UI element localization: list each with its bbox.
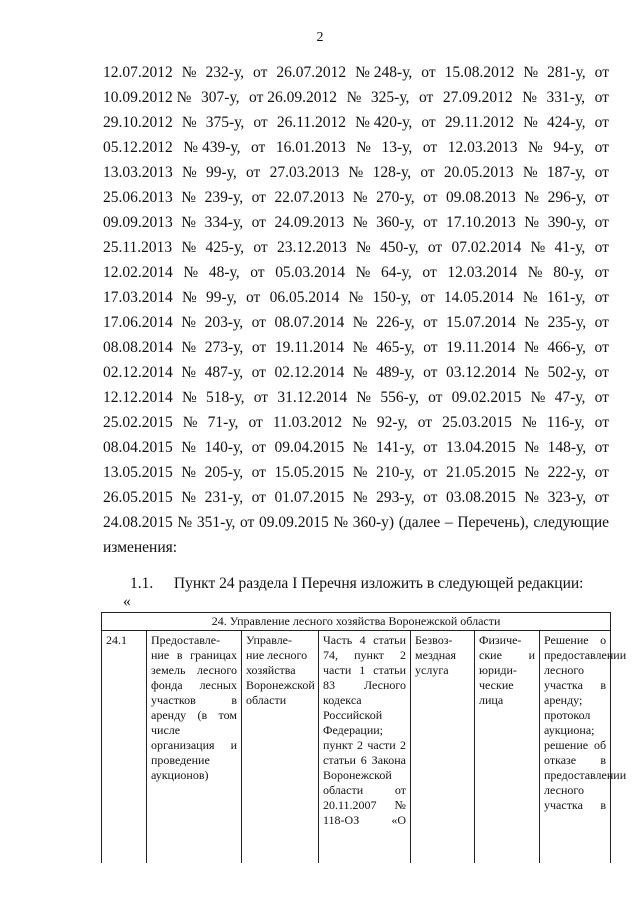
paragraph-line	[103, 260, 609, 285]
line-token: 09.09.2015	[258, 514, 329, 531]
line-token: от	[423, 314, 438, 331]
line-token: от	[423, 214, 438, 231]
line-token: № 439-у,	[183, 139, 241, 156]
line-token: №	[181, 214, 197, 231]
line-token: 17.03.2014	[103, 289, 173, 306]
paragraph-line	[103, 310, 609, 335]
line-token: №	[522, 164, 538, 181]
line-token: 235-у,	[547, 314, 587, 331]
line-token: 25.06.2013	[103, 189, 173, 206]
line-token: от	[248, 414, 263, 431]
line-token: 19.11.2014	[446, 339, 516, 356]
line-token: №	[352, 414, 367, 431]
line-token: 03.12.2014	[446, 364, 516, 381]
line-token: №	[352, 464, 368, 481]
line-token: от	[594, 364, 609, 381]
line-token: от	[253, 64, 268, 81]
line-token: 12.07.2012	[103, 64, 173, 81]
line-token: №	[524, 464, 540, 481]
line-token: 92-у,	[376, 414, 408, 431]
line-token: 12.02.2014	[103, 264, 173, 281]
line-token: от	[251, 489, 266, 506]
paragraph-line	[103, 185, 609, 210]
line-token: от	[594, 489, 609, 506]
paragraph-line	[103, 235, 609, 260]
paragraph-line	[103, 485, 609, 510]
line-token: от	[423, 489, 438, 506]
line-token: №	[181, 114, 197, 131]
paragraph-line	[103, 210, 609, 235]
line-token: 15.07.2014	[446, 314, 516, 331]
line-token: №	[181, 339, 197, 356]
line-token: №	[523, 114, 538, 131]
line-token: №	[524, 439, 540, 456]
line-token: 281-у,	[547, 64, 586, 81]
paragraph-line	[103, 435, 609, 460]
line-token: от	[251, 439, 266, 456]
cell-service-name: Предоставле- ние в границах земель лесного фонда лесных участков в аренду (в том числе организация и проведение аукционов)	[147, 631, 242, 864]
line-token: №	[355, 264, 371, 281]
line-token: от	[417, 414, 433, 431]
line-token: 465-у,	[376, 339, 415, 356]
line-token: 08.04.2015	[103, 439, 173, 456]
line-token: 296-у,	[547, 189, 587, 206]
line-token: от	[594, 414, 609, 431]
line-token: 425-у,	[205, 239, 245, 256]
line-token: 351-у,	[196, 514, 236, 531]
line-token: 99-у,	[206, 289, 237, 306]
line-token: от	[251, 364, 266, 381]
line-token: от	[594, 189, 609, 206]
line-token: 80-у,	[553, 264, 584, 281]
cell-applicants: Физиче- ские и юриди- ческие лица	[475, 631, 540, 864]
line-token: 27.09.2012	[442, 89, 513, 106]
line-token: № 248-у,	[355, 64, 413, 81]
line-token: 13-у,	[381, 139, 413, 156]
line-token: от	[246, 164, 261, 181]
line-token: от	[594, 164, 609, 181]
paragraph-line	[103, 335, 609, 360]
paragraph-line	[103, 510, 609, 535]
line-token: 141-у,	[376, 439, 415, 456]
line-token: №	[177, 514, 193, 531]
line-token: от	[246, 289, 261, 306]
line-token: 15.05.2015	[274, 464, 345, 481]
paragraph-line	[103, 160, 609, 185]
line-token: от	[594, 114, 609, 131]
section-text: Пункт 24 раздела I Перечня изложить в следующей редакции:	[173, 575, 584, 592]
line-token: 239-у,	[204, 189, 244, 206]
line-token: от	[250, 264, 265, 281]
line-token: от	[423, 364, 438, 381]
line-token: 15.08.2012	[444, 64, 515, 81]
line-token: 19.11.2014	[274, 339, 345, 356]
line-token: 203-у,	[204, 314, 244, 331]
line-token: Перечень),	[457, 514, 529, 531]
line-token: №	[181, 189, 197, 206]
paragraph-line	[103, 460, 609, 485]
line-token: №	[524, 189, 540, 206]
line-token: 270-у,	[376, 189, 415, 206]
line-token: от	[594, 239, 609, 256]
line-token: 25.11.2013	[103, 239, 173, 256]
line-token: 71-у,	[207, 414, 239, 431]
line-token: 07.02.2014	[451, 239, 522, 256]
line-token: 205-у,	[204, 464, 244, 481]
line-token: 08.07.2014	[274, 314, 345, 331]
line-token: 487-у,	[204, 364, 244, 381]
paragraph-line	[103, 60, 609, 85]
line-token: 424-у,	[547, 114, 586, 131]
line-token: 323-у,	[547, 489, 587, 506]
line-token: № 420-у,	[355, 114, 413, 131]
line-token: от	[251, 189, 266, 206]
line-token: 21.05.2015	[446, 464, 516, 481]
line-token: 450-у,	[380, 239, 419, 256]
line-token: 26.07.2012	[276, 64, 347, 81]
paragraph-line	[103, 85, 609, 110]
line-token: 25.02.2015	[103, 414, 173, 431]
line-token: №	[181, 239, 197, 256]
line-token: 16.01.2013	[275, 139, 346, 156]
line-token: 26.11.2012	[276, 114, 346, 131]
cell-result: Решение о предоставлении лесного участка в аренду; протокол аукциона; решение об отказе в предоставлении лесного участка в	[540, 631, 611, 864]
line-token: №	[181, 289, 197, 306]
line-token: от	[594, 339, 609, 356]
line-token: №	[524, 364, 540, 381]
line-token: 11.03.2012	[272, 414, 342, 431]
line-token: от	[594, 89, 609, 106]
line-token: №	[352, 189, 368, 206]
line-token: от	[418, 89, 434, 106]
line-token: 08.08.2014	[103, 339, 173, 356]
line-token: от	[251, 314, 266, 331]
line-token: №	[356, 389, 372, 406]
line-token: 231-у,	[204, 489, 244, 506]
line-token: 29.10.2012	[103, 114, 173, 131]
line-token: №	[352, 489, 368, 506]
line-token: от	[423, 189, 438, 206]
line-token: 140-у,	[204, 439, 244, 456]
line-token: №	[524, 339, 539, 356]
line-token: №	[181, 314, 197, 331]
line-token: от	[594, 464, 609, 481]
line-token: 25.03.2015	[442, 414, 512, 431]
line-token: 390-у,	[547, 214, 587, 231]
line-token: 06.05.2014	[269, 289, 340, 306]
line-token: №	[524, 489, 540, 506]
cell-number: 24.1	[102, 631, 147, 864]
line-token: 14.05.2014	[443, 289, 514, 306]
line-token: 29.11.2012	[444, 114, 514, 131]
line-token: 334-у,	[204, 214, 244, 231]
line-token: от	[253, 389, 269, 406]
line-token: 360-у)	[352, 514, 395, 531]
line-token: 210-у,	[376, 464, 415, 481]
line-token: 502-у,	[547, 364, 587, 381]
line-token: 26.05.2015	[103, 489, 173, 506]
line-token: №	[352, 339, 368, 356]
line-token: от	[253, 239, 268, 256]
line-token: №	[182, 414, 198, 431]
line-token: №	[181, 164, 197, 181]
line-token: (далее	[398, 514, 441, 531]
paragraph-line	[103, 110, 609, 135]
line-token: 02.12.2014	[274, 364, 345, 381]
line-token: 307-у,	[200, 89, 240, 106]
line-token: 41-у,	[554, 239, 586, 256]
line-token: 466-у,	[547, 339, 586, 356]
line-token: 99-у,	[206, 164, 237, 181]
line-token: от	[423, 464, 438, 481]
line-token: №	[356, 139, 371, 156]
line-token: от	[427, 239, 443, 256]
line-token: 13.04.2015	[446, 439, 516, 456]
line-token: 187-у,	[546, 164, 586, 181]
line-token: 05.03.2014	[275, 264, 345, 281]
cell-authority: Управле- ние лесного хозяйства Воронежской области	[242, 631, 319, 864]
line-token: 273-у,	[204, 339, 244, 356]
line-token: от	[594, 214, 609, 231]
line-token: 27.03.2013	[269, 164, 340, 181]
line-token: №	[333, 514, 349, 531]
line-token: 17.06.2014	[103, 314, 173, 331]
line-token: №	[181, 489, 197, 506]
line-token: №	[530, 389, 546, 406]
line-token: 24.08.2015	[103, 514, 173, 531]
line-token: от	[423, 339, 438, 356]
line-token: 232-у,	[205, 64, 245, 81]
line-token: от 26.09.2012	[249, 89, 337, 106]
line-token: от	[251, 464, 266, 481]
line-token: от	[253, 114, 268, 131]
line-token: №	[523, 64, 539, 81]
line-token: от	[251, 339, 267, 356]
line-token: от	[420, 164, 435, 181]
line-token: №	[181, 64, 197, 81]
line-token: от	[420, 289, 435, 306]
line-token: №	[522, 89, 537, 106]
line-token: 161-у,	[546, 289, 586, 306]
line-token: 12.12.2014	[103, 389, 173, 406]
line-token: №	[530, 239, 546, 256]
line-token: 05.12.2012	[103, 139, 173, 156]
paragraph-line	[103, 135, 609, 160]
line-token: 375-у,	[205, 114, 245, 131]
line-token: 09.09.2013	[103, 214, 173, 231]
line-token: 331-у,	[546, 89, 586, 106]
line-token: от	[251, 139, 266, 156]
line-token: 48-у,	[208, 264, 240, 281]
page-number: 2	[316, 30, 324, 45]
paragraph-last-line: изменения:	[103, 539, 178, 556]
line-token: от	[421, 114, 436, 131]
line-token: №	[522, 289, 538, 306]
body-paragraph	[103, 60, 609, 560]
line-token: №	[352, 439, 368, 456]
line-token: 01.07.2015	[274, 489, 345, 506]
line-token: 148-у,	[547, 439, 587, 456]
line-token: 293-у,	[376, 489, 415, 506]
line-token: №	[181, 389, 197, 406]
line-token: 226-у,	[376, 314, 415, 331]
line-token: –	[444, 514, 453, 531]
line-token: №	[524, 214, 540, 231]
line-token: №	[355, 239, 371, 256]
line-token: №	[524, 314, 540, 331]
paragraph-line	[103, 360, 609, 385]
line-token: 23.12.2013	[276, 239, 347, 256]
line-token: от	[428, 389, 443, 406]
line-token: 09.02.2015	[451, 389, 522, 406]
line-token: 02.12.2014	[103, 364, 173, 381]
line-token: №	[352, 214, 368, 231]
table-header: 24. Управление лесного хозяйства Воронежской области	[102, 613, 611, 631]
line-token: 12.03.2014	[447, 264, 518, 281]
line-token: 24.09.2013	[274, 214, 345, 231]
paragraph-line	[103, 285, 609, 310]
line-token: №	[527, 264, 543, 281]
line-token: №	[348, 289, 364, 306]
line-token: от	[594, 389, 609, 406]
line-token: 09.08.2013	[446, 189, 516, 206]
line-token: 222-у,	[547, 464, 587, 481]
line-token: №	[181, 364, 197, 381]
line-token: от	[251, 214, 266, 231]
line-token: от	[421, 64, 436, 81]
line-token: 10.09.2012 №	[103, 89, 192, 106]
line-token: №	[346, 89, 362, 106]
line-token: 47-у,	[554, 389, 586, 406]
line-token: 360-у,	[376, 214, 415, 231]
paragraph-line	[103, 410, 609, 435]
line-token: от	[594, 264, 609, 281]
cell-payment: Безвоз- мездная услуга	[411, 631, 475, 864]
line-token: 556-у,	[380, 389, 419, 406]
line-token: 03.08.2015	[446, 489, 516, 506]
line-token: 64-у,	[381, 264, 412, 281]
line-token: №	[181, 464, 197, 481]
line-token: №	[348, 164, 364, 181]
section-number: 1.1.	[130, 575, 154, 592]
line-token: 116-у,	[546, 414, 585, 431]
line-token: 12.03.2013	[447, 139, 518, 156]
line-token: №	[527, 139, 543, 156]
line-token: №	[352, 364, 368, 381]
line-token: от	[422, 139, 438, 156]
line-token: 17.10.2013	[446, 214, 516, 231]
line-token: 325-у,	[370, 89, 410, 106]
service-table	[101, 612, 627, 863]
line-token: от	[594, 64, 609, 81]
cell-legal-basis: Часть 4 статьи 74, пункт 2 части 1 статьи 83 Лесного кодекса Российской Федерации; пункт 2 части 2 статьи 6 Закона Воронежской области от 20.11.2007 № 118-ОЗ «О	[319, 631, 411, 864]
line-token: от	[239, 514, 255, 531]
line-token: 518-у,	[206, 389, 245, 406]
line-token: от	[594, 314, 609, 331]
line-token: 22.07.2013	[274, 189, 345, 206]
line-token: 150-у,	[372, 289, 412, 306]
opening-quote: «	[123, 593, 131, 610]
line-token: от	[594, 289, 609, 306]
line-token: №	[181, 439, 197, 456]
line-token: №	[521, 414, 537, 431]
line-token: 94-у,	[553, 139, 585, 156]
line-token: от	[594, 439, 609, 456]
line-token: 31.12.2014	[277, 389, 348, 406]
line-token: от	[422, 264, 437, 281]
table-header-row	[102, 613, 611, 631]
table-row	[102, 631, 611, 864]
line-token: следующие	[533, 514, 609, 531]
line-token: 20.05.2013	[443, 164, 514, 181]
line-token: №	[352, 314, 368, 331]
section-heading	[130, 575, 583, 593]
line-token: 13.05.2015	[103, 464, 173, 481]
line-token: 09.04.2015	[274, 439, 345, 456]
line-token: от	[423, 439, 438, 456]
line-token: 489-у,	[376, 364, 415, 381]
line-token: 13.03.2013	[103, 164, 173, 181]
line-token: от	[594, 139, 609, 156]
line-token: 128-у,	[372, 164, 412, 181]
paragraph-lines	[103, 60, 609, 535]
line-token: №	[183, 264, 199, 281]
paragraph-line	[103, 385, 609, 410]
